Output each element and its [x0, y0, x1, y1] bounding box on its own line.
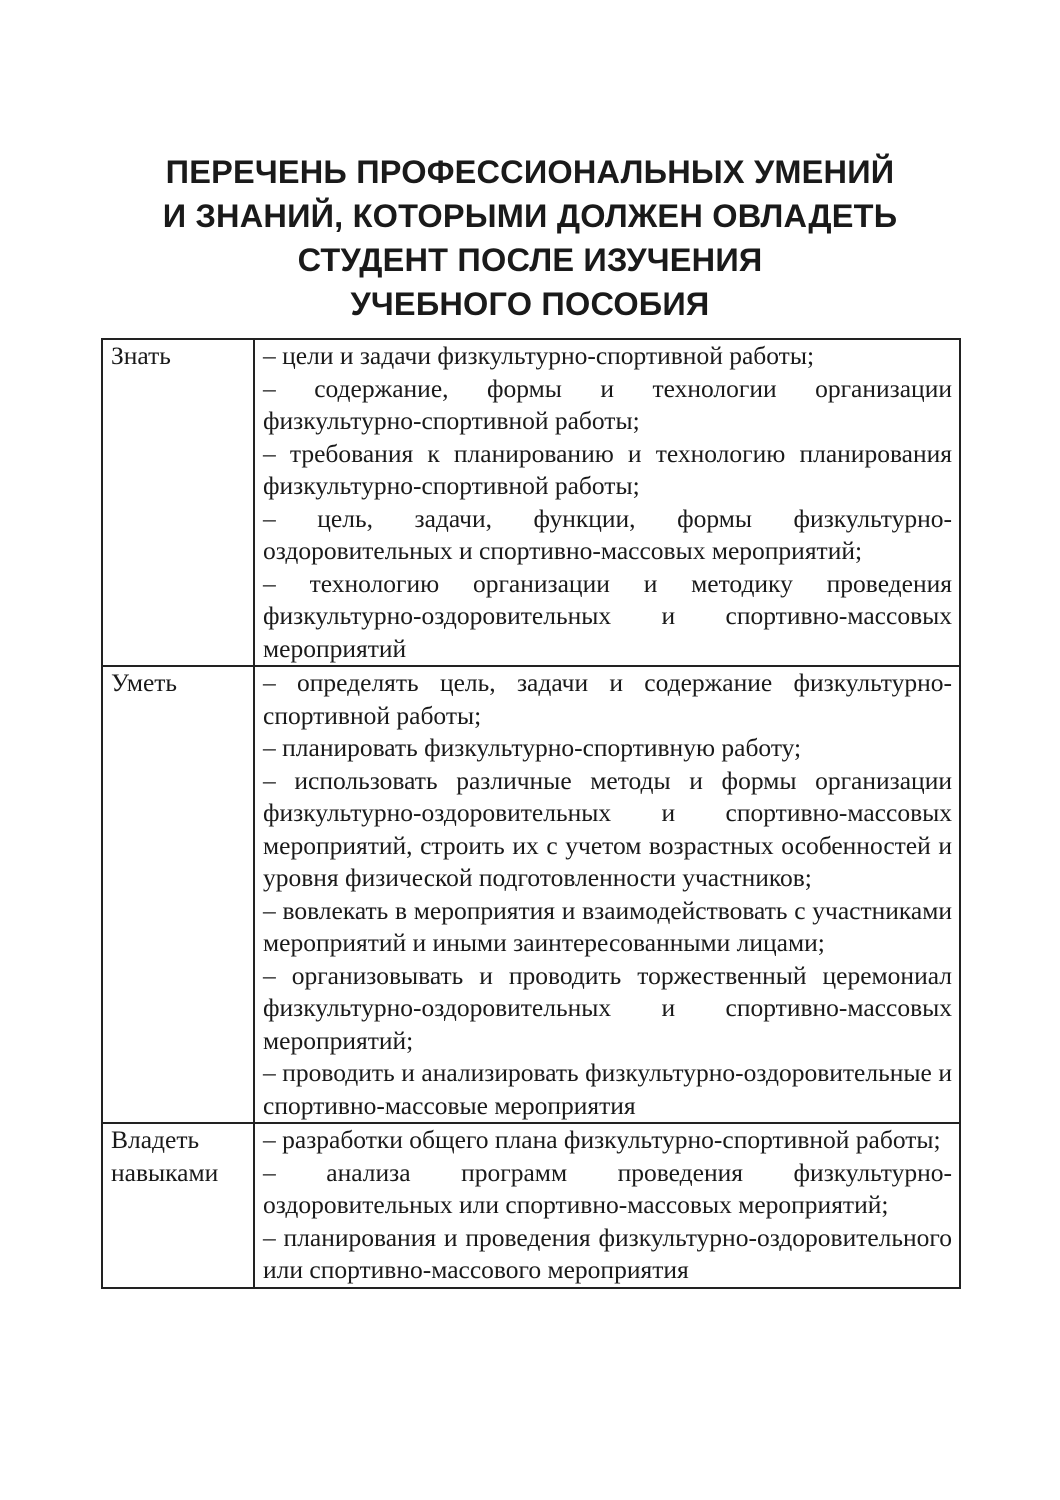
row-label-cell [102, 666, 254, 1123]
skills-table [101, 338, 961, 1289]
list-item: – разработки общего плана физкультурно-спортивной работы; [263, 1125, 941, 1154]
list-item: – планировать физкультурно-спортивную работу; [263, 733, 802, 762]
row-label: Знать [111, 341, 171, 370]
row-label-cell [102, 1123, 254, 1288]
title-line: УЧЕБНОГО ПОСОБИЯ [350, 286, 710, 322]
row-label: Владеть навыками [111, 1125, 219, 1187]
list-item: – проводить и анализировать физкультурно-оздоровительные и спортивно-массовые мероприятия [263, 1058, 952, 1120]
title-line: ПЕРЕЧЕНЬ ПРОФЕССИОНАЛЬНЫХ УМЕНИЙ [165, 154, 895, 190]
list-item: – вовлекать в мероприятия и взаимодействовать с участниками мероприятий и иными заинтересованными лицами; [263, 895, 952, 957]
table-row-can [102, 666, 960, 1123]
title-line: И ЗНАНИЙ, КОТОРЫМИ ДОЛЖЕН ОВЛАДЕТЬ [162, 198, 898, 234]
list-item: – технологию организации и методику проведения физкультурно-оздоровительных и спортивно-массовых мероприятий [263, 568, 952, 663]
row-items-cell [254, 339, 960, 666]
title-line: СТУДЕНТ ПОСЛЕ ИЗУЧЕНИЯ [297, 242, 763, 278]
row-items-cell [254, 1123, 960, 1288]
row-label-cell [102, 339, 254, 666]
page-title [100, 150, 960, 326]
list-item: – планирования и проведения физкультурно-оздоровительного или спортивно-массового мероприятия [263, 1222, 952, 1284]
list-item: – цели и задачи физкультурно-спортивной работы; [263, 341, 815, 370]
list-item: – организовывать и проводить торжественный церемониал физкультурно-оздоровительных и спортивно-массовых мероприятий; [263, 960, 952, 1055]
table-row-know [102, 339, 960, 666]
list-item: – цель, задачи, функции, формы физкультурно-оздоровительных и спортивно-массовых мероприятий; [263, 503, 952, 565]
row-items-cell [254, 666, 960, 1123]
list-item: – анализа программ проведения физкультурно-оздоровительных или спортивно-массовых мероприятий; [263, 1157, 952, 1219]
list-item: – содержание, формы и технологии организации физкультурно-спортивной работы; [263, 373, 952, 435]
table-row-master [102, 1123, 960, 1288]
list-item: – требования к планированию и технологию планирования физкультурно-спортивной работы; [263, 438, 952, 500]
list-item: – использовать различные методы и формы организации физкультурно-оздоровительных и спортивно-массовых мероприятий, строить их с учетом возрастных особенностей и уровня физической подготовленности участников; [263, 765, 952, 892]
list-item: – определять цель, задачи и содержание физкультурно-спортивной работы; [263, 668, 952, 730]
row-label: Уметь [111, 668, 178, 697]
